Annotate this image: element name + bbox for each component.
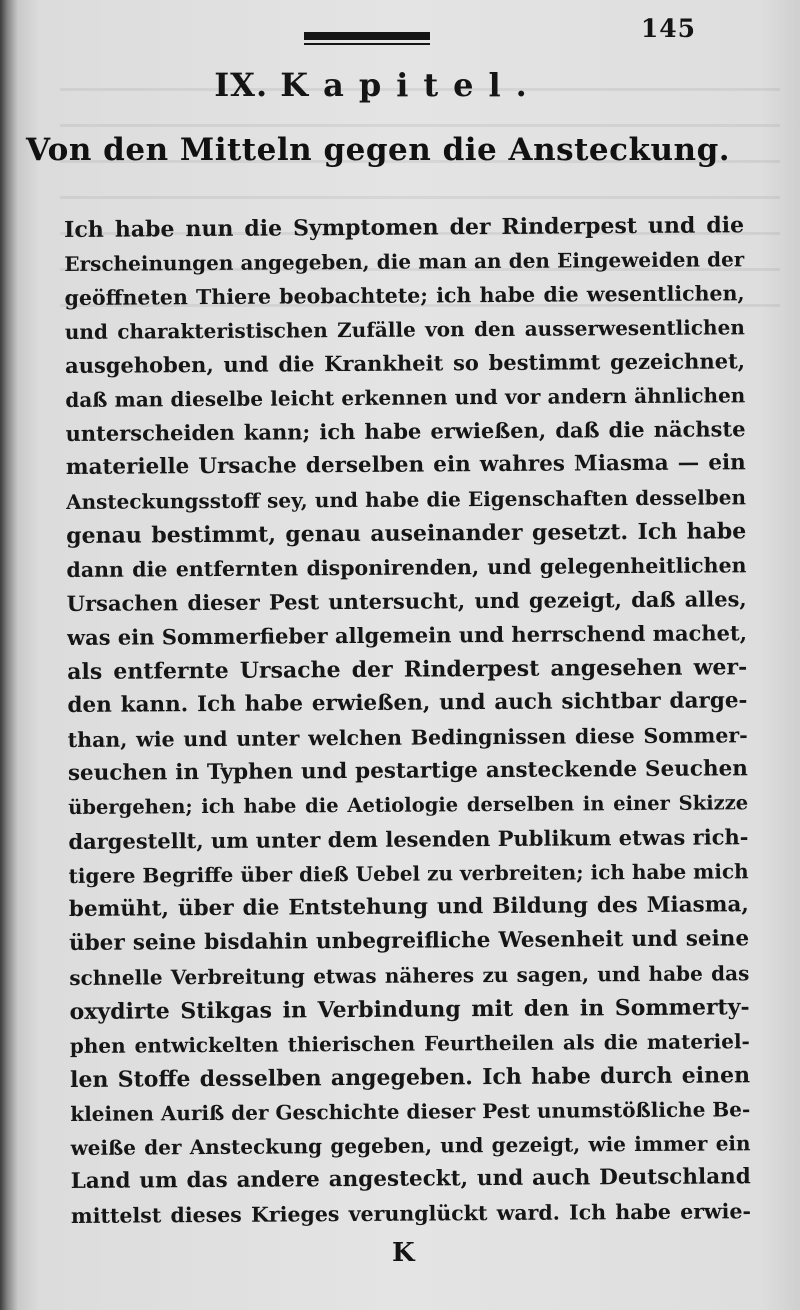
- text-line: dargestellt, um unter dem lesenden Publikum etwas rich-: [68, 824, 749, 854]
- text-line: Ich habe nun die Symptomen der Rinderpest und die: [64, 212, 745, 243]
- text-line: Ansteckungsstoff sey, und habe die Eigenschaften desselben: [65, 485, 747, 514]
- text-line: Land um das andere angesteckt, und auch Deutschland: [70, 1164, 751, 1194]
- chapter-heading: [0, 66, 756, 104]
- text-line: unterscheiden kann; ich habe erwießen, daß die nächste: [65, 416, 746, 446]
- text-line: weiße der Ansteckung gegeben, und gezeigt, wie immer ein: [70, 1131, 751, 1160]
- text-line: oxydirte Stikgas in Verbindung mit den in Sommerty-: [69, 994, 750, 1025]
- chapter-number: IX.: [214, 66, 269, 104]
- text-line: übergehen; ich habe die Aetiologie derselben in einer Skizze: [68, 791, 749, 819]
- text-line: seuchen in Typhen und pestartige ansteckende Seuchen: [67, 756, 748, 786]
- chapter-title: Von den Mitteln gegen die Ansteckung.: [25, 132, 731, 168]
- text-line: geöffneten Thiere beobachtete; ich habe die wesentlichen,: [64, 281, 745, 310]
- text-line: schnelle Verbreitung etwas näheres zu sagen, und habe das: [69, 961, 750, 990]
- text-line: Ursachen dieser Pest untersucht, und gezeigt, daß alles,: [66, 586, 747, 616]
- text-line: phen entwickelten thierischen Feurtheilen als die materiel-: [69, 1029, 750, 1058]
- chapter-word: Kapitel.: [280, 66, 542, 104]
- text-line: bemüht, über die Entstehung und Bildung des Miasma,: [68, 892, 749, 922]
- page-number: 145: [640, 14, 696, 43]
- text-line: den kann. Ich habe erwießen, und auch sichtbar darge-: [67, 688, 748, 718]
- text-line: materielle Ursache derselben ein wahres Miasma — ein: [65, 450, 746, 480]
- text-line: als entfernte Ursache der Rinderpest angesehen wer-: [67, 654, 748, 685]
- text-line: kleinen Auriß der Geschichte dieser Pest unumstößliche Be-: [70, 1097, 751, 1126]
- text-line: was ein Sommerfieber allgemein und herrschend machet,: [66, 620, 748, 650]
- text-line: than, wie und unter welchen Bedingnissen diese Sommer-: [67, 723, 748, 752]
- text-line: Erscheinungen angegeben, die man an den Eingeweiden der: [64, 247, 745, 276]
- text-line: tigere Begriffe über dieß Uebel zu verbreiten; ich habe mich: [68, 859, 749, 888]
- text-line: über seine bisdahin unbegreifliche Wesenheit und seine: [69, 926, 750, 956]
- text-line: ausgehoben, und die Krankheit so bestimmt gezeichnet,: [64, 348, 746, 378]
- catchword: K: [392, 1238, 415, 1268]
- header-rule-thin: [304, 43, 430, 45]
- text-line: genau bestimmt, genau auseinander gesetzt. Ich habe: [66, 518, 747, 549]
- text-line: len Stoffe desselben angegeben. Ich habe durch einen: [69, 1062, 751, 1093]
- text-line: mittelst dieses Krieges verunglückt ward. Ich habe erwie-: [70, 1199, 752, 1228]
- text-line: und charakteristischen Zufälle von den ausserwesentlichen: [64, 315, 745, 344]
- header-rule: [304, 30, 430, 46]
- text-line: dann die entfernten disponirenden, und gelegenheitlichen: [66, 553, 747, 582]
- header-rule-thick: [304, 32, 430, 40]
- text-line: daß man dieselbe leicht erkennen und vor andern ähnlichen: [65, 383, 746, 412]
- body-text: [64, 208, 751, 1233]
